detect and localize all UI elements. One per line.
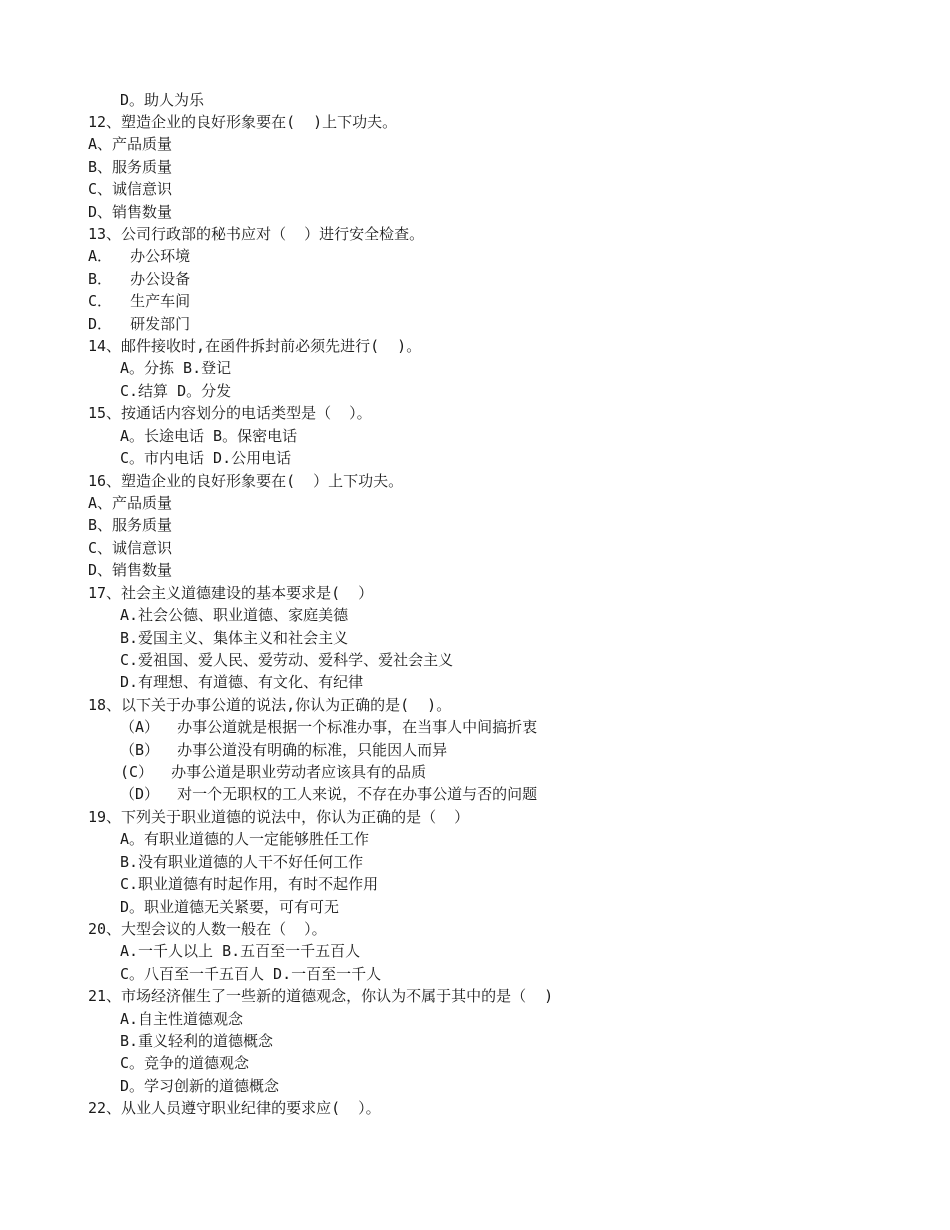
option-line: C.爱祖国、爱人民、爱劳动、爱科学、爱社会主义 [120,651,454,669]
option-line: D。学习创新的道德概念 [120,1077,280,1095]
option-line: B． 办公设备 [88,270,191,288]
option-line: B、服务质量 [88,158,173,176]
option-line: A、产品质量 [88,494,173,512]
question-line: 16、塑造企业的良好形象要在( ）上下功夫。 [88,472,404,490]
option-line: A。长途电话 B。保密电话 [120,427,298,445]
option-line: C、诚信意识 [88,539,173,557]
option-line: D。助人为乐 [120,91,205,109]
option-line: C。竞争的道德观念 [120,1054,250,1072]
option-line: C.职业道德有时起作用，有时不起作用 [120,875,379,893]
option-line: (C） 办事公道是职业劳动者应该具有的品质 [120,763,427,781]
option-line: D.有理想、有道德、有文化、有纪律 [120,673,364,691]
question-line: 18、以下关于办事公道的说法,你认为正确的是( )。 [88,696,452,714]
option-line: B、服务质量 [88,516,173,534]
option-line: C、诚信意识 [88,180,173,198]
option-line: （D） 对一个无职权的工人来说，不存在办事公道与否的问题 [120,785,538,803]
question-line: 13、公司行政部的秘书应对（ ）进行安全检查。 [88,225,425,243]
option-line: D、销售数量 [88,561,173,579]
question-line: 22、从业人员遵守职业纪律的要求应( ）。 [88,1099,381,1117]
question-line: 15、按通话内容划分的电话类型是（ ）。 [88,404,372,422]
option-line: A.社会公德、职业道德、家庭美德 [120,606,349,624]
option-line: D。职业道德无关紧要，可有可无 [120,898,340,916]
option-line: A。分拣 B.登记 [120,359,232,377]
option-line: （B） 办事公道没有明确的标准，只能因人而异 [120,741,448,759]
option-line: C。八百至一千五百人 D.一百至一千人 [120,965,382,983]
question-line: 19、下列关于职业道德的说法中，你认为正确的是（ ） [88,808,470,826]
option-line: C． 生产车间 [88,292,191,310]
option-line: B.没有职业道德的人干不好任何工作 [120,853,364,871]
option-line: （A） 办事公道就是根据一个标准办事，在当事人中间搞折衷 [120,718,538,736]
option-line: B.重义轻利的道德概念 [120,1032,274,1050]
question-line: 12、塑造企业的良好形象要在( )上下功夫。 [88,113,398,131]
question-line: 14、邮件接收时,在函件拆封前必须先进行( )。 [88,337,422,355]
option-line: A.一千人以上 B.五百至一千五百人 [120,942,361,960]
option-line: A． 办公环境 [88,247,191,265]
question-line: 20、大型会议的人数一般在（ ）。 [88,920,327,938]
option-line: D、销售数量 [88,203,173,221]
option-line: D． 研发部门 [88,315,191,333]
option-line: C.结算 D。分发 [120,382,232,400]
option-line: B.爱国主义、集体主义和社会主义 [120,629,349,647]
question-line: 17、社会主义道德建设的基本要求是( ） [88,584,374,602]
option-line: A、产品质量 [88,135,173,153]
option-line: A。有职业道德的人一定能够胜任工作 [120,830,370,848]
option-line: C。市内电话 D.公用电话 [120,449,292,467]
option-line: A.自主性道德观念 [120,1010,244,1028]
question-line: 21、市场经济催生了一些新的道德观念，你认为不属于其中的是（ ) [88,987,554,1005]
